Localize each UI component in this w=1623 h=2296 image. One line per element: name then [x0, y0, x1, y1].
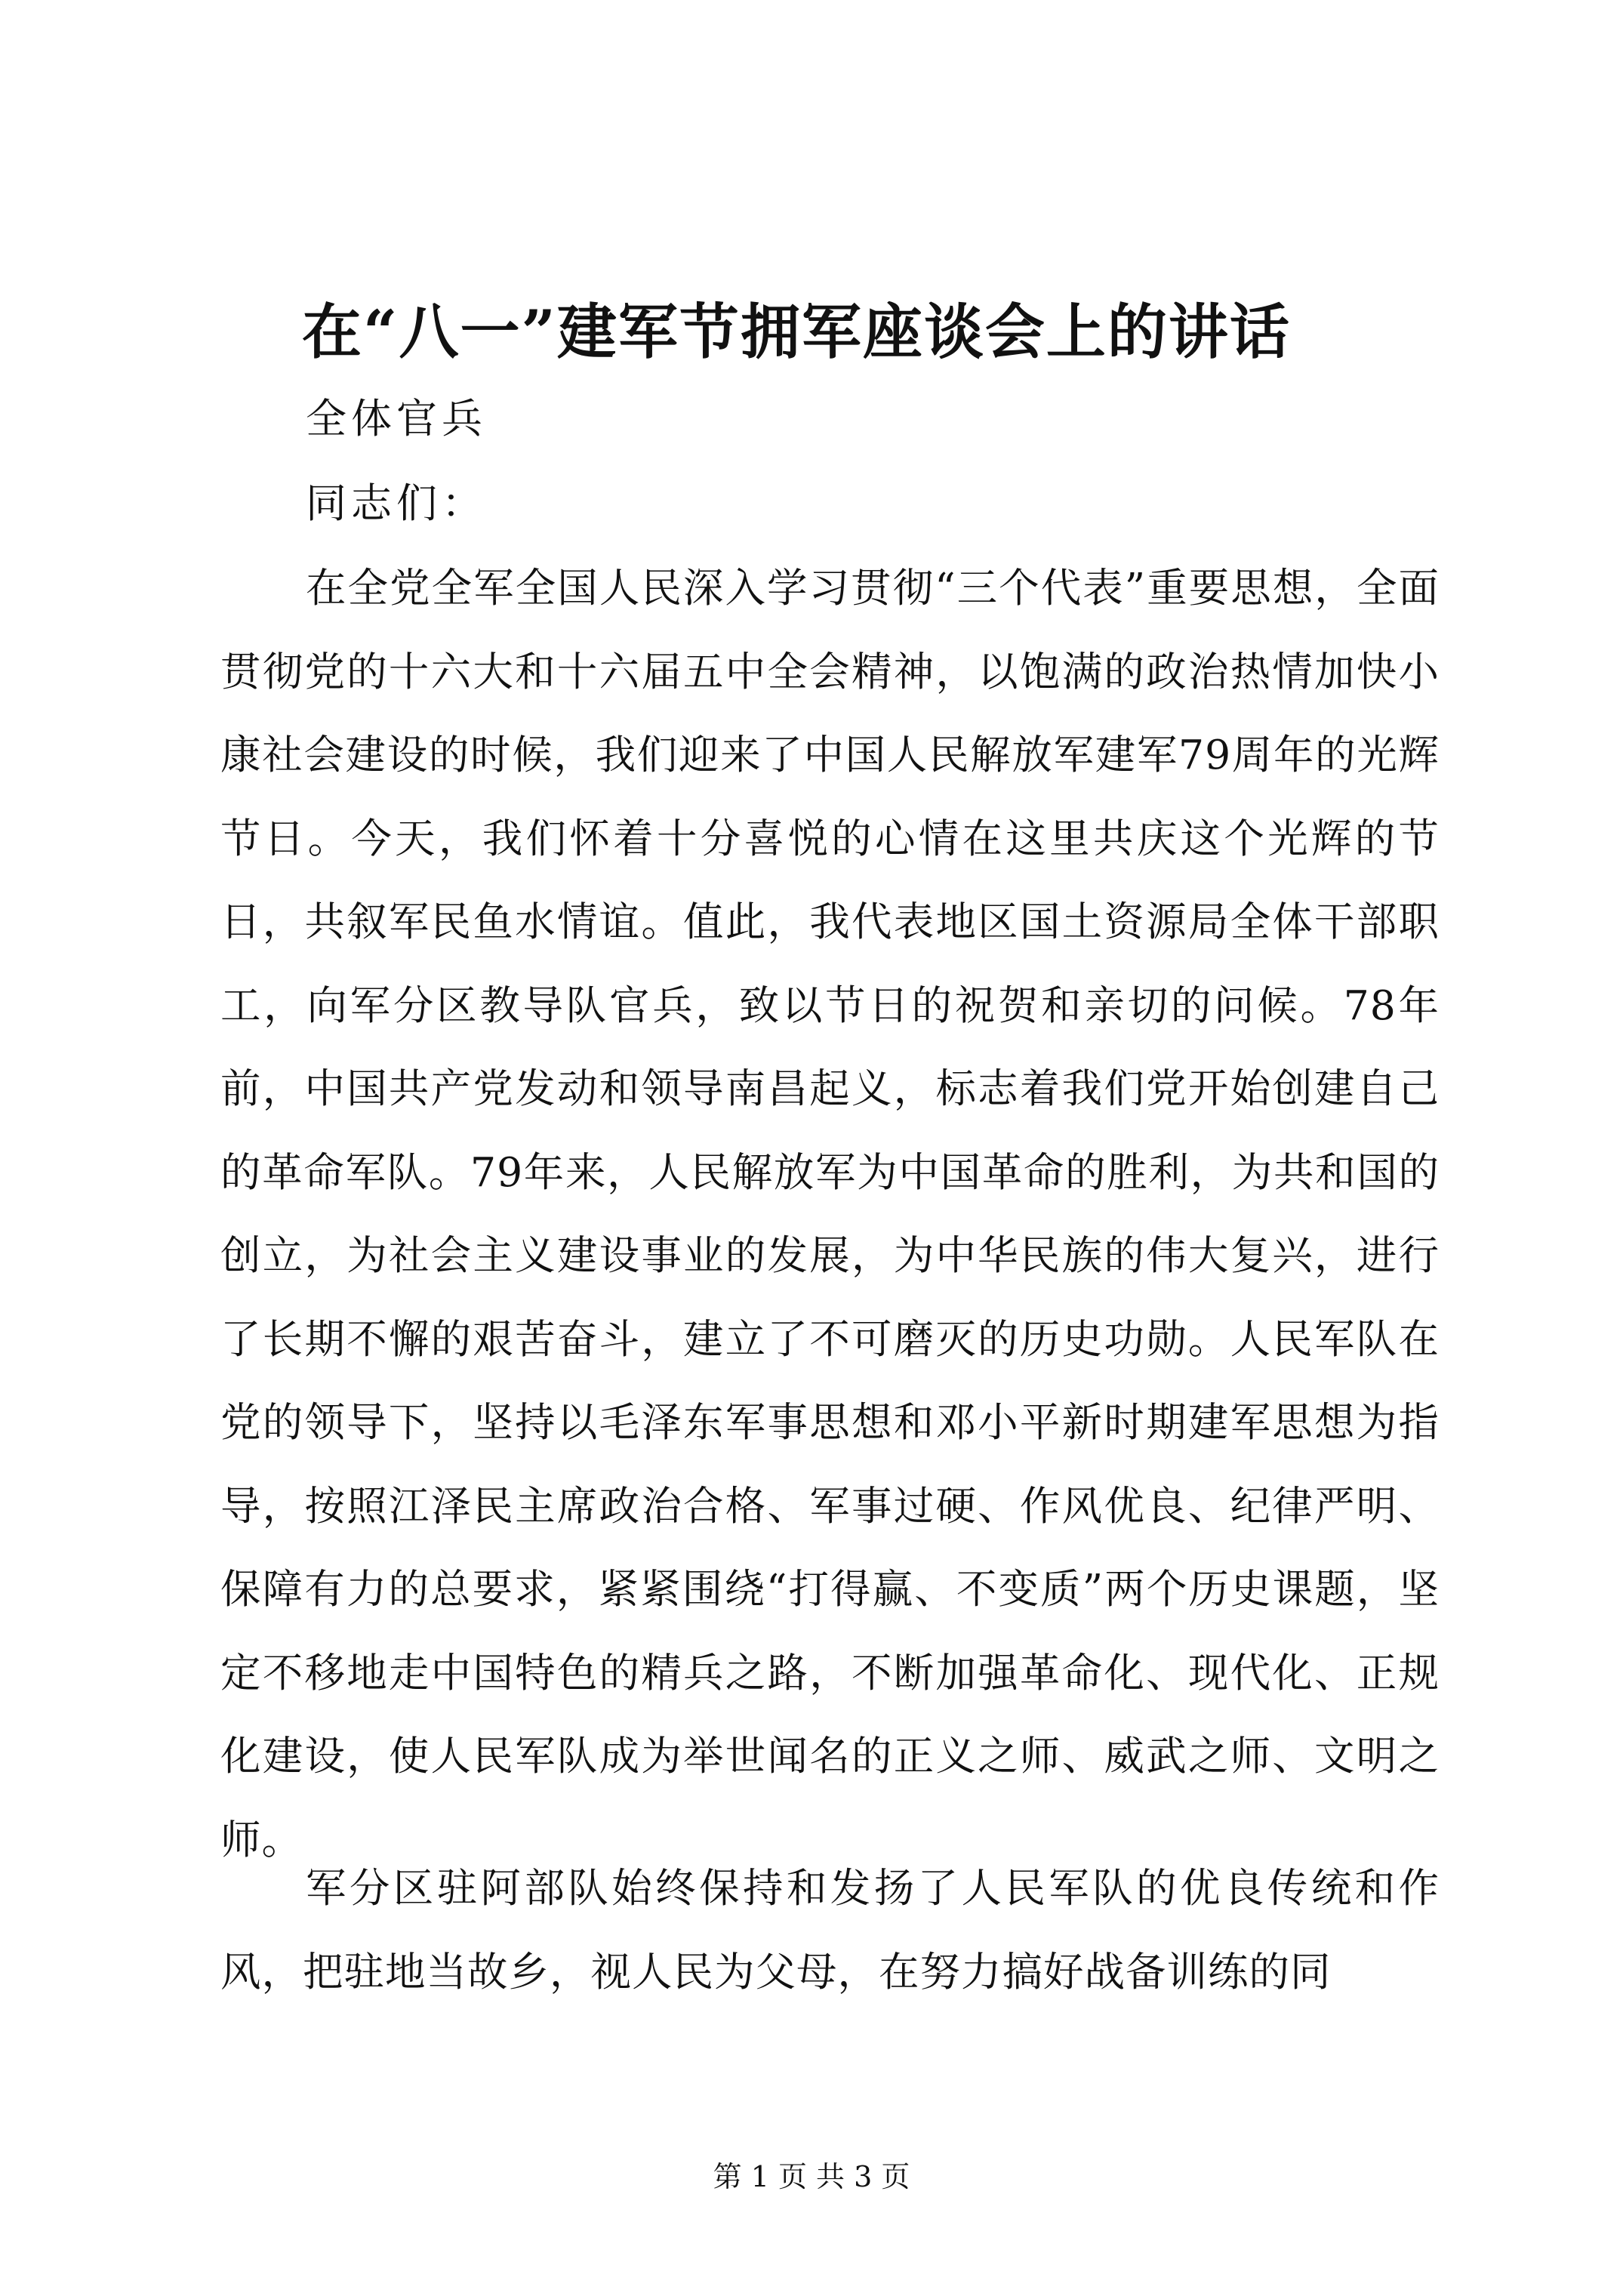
page-footer: 第 1 页 共 3 页	[713, 2160, 910, 2193]
body-paragraph-1: 在全党全军全国人民深入学习贯彻“三个代表”重要思想，全面贯彻党的十六大和十六届五中全会精神，以饱满的政治热情加快小康社会建设的时候，我们迎来了中国人民解放军建军79周年的光辉节日。今天，我们怀着十分喜悦的心情在这里共庆这个光辉的节日，共叙军民鱼水情谊。值此，我代表地区国土资源局全体干部职工，向军分区教导队官兵，致以节日的祝贺和亲切的问候。78年前，中国共产党发动和领导南昌起义，标志着我们党开始创建自己的革命军队。79年来，人民解放军为中国革命的胜利，为共和国的创立，为社会主义建设事业的发展，为中华民族的伟大复兴，进行了长期不懈的艰苦奋斗，建立了不可磨灭的历史功勋。人民军队在党的领导下，坚持以毛泽东军事思想和邓小平新时期建军思想为指导，按照江泽民主席政治合格、军事过硬、作风优良、纪律严明、保障有力的总要求，紧紧围绕“打得赢、不变质”两个历史课题，坚定不移地走中国特色的精兵之路，不断加强革命化、现代化、正规化建设，使人民军队成为举世闻名的正义之师、威武之师、文明之师。	[220, 564, 1440, 1863]
body-paragraph-2: 军分区驻阿部队始终保持和发扬了人民军队的优良传统和作风，把驻地当故乡，视人民为父母，在努力搞好战备训练的同	[220, 1864, 1440, 1996]
salutation-all-officers: 全体官兵	[306, 395, 487, 442]
salutation-comrades: 同志们：	[306, 479, 487, 527]
document-title: 在“八一”建军节拥军座谈会上的讲话	[302, 297, 1291, 367]
